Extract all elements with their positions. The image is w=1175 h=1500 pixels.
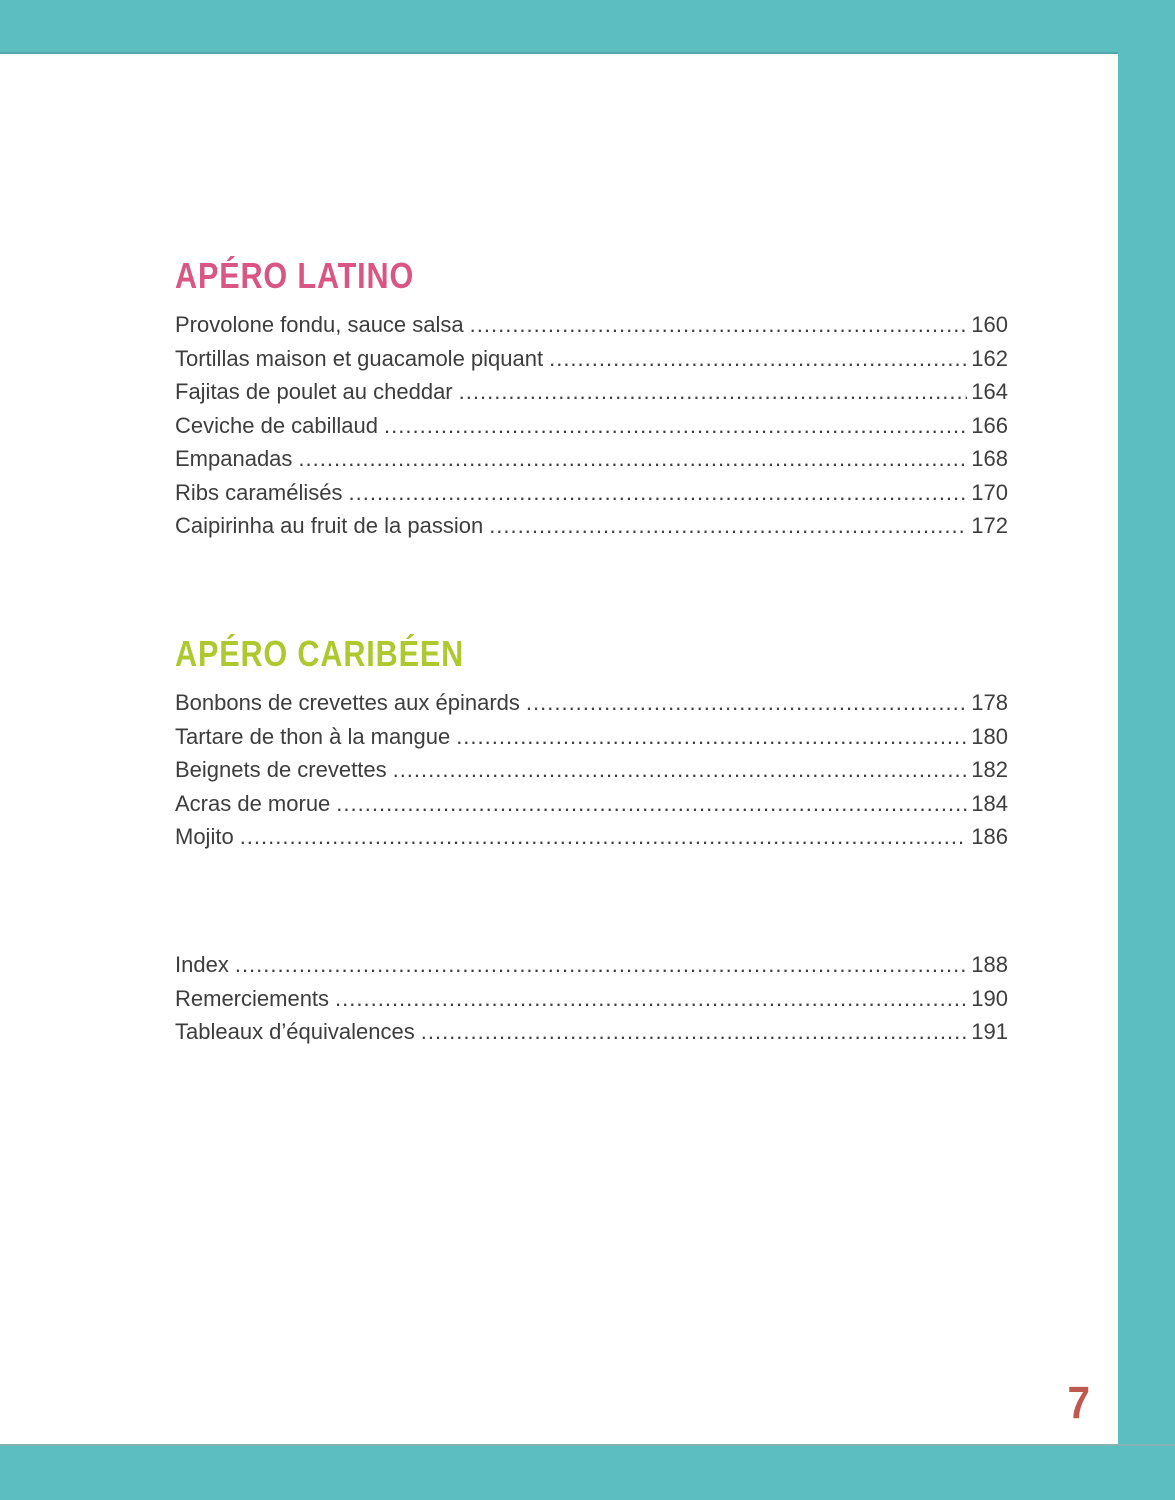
toc-entry (175, 787, 1008, 821)
toc-entry (175, 375, 1008, 409)
toc-entry-page: 186 (971, 824, 1008, 849)
page-border-right (1118, 0, 1175, 1500)
toc-entry (175, 686, 1008, 720)
toc-entry-label: Tortillas maison et guacamole piquant (175, 345, 544, 371)
toc-entry-page: 166 (971, 412, 1008, 438)
toc-entry-page: 162 (971, 345, 1008, 371)
toc-entry-page: 160 (971, 312, 1008, 337)
toc-entry-label: Caipirinha au fruit de la passion (175, 513, 484, 538)
toc-entry (175, 342, 1008, 376)
toc-leader-dots (421, 1015, 967, 1049)
toc-leader-dots (393, 753, 967, 787)
toc-entry-page: 170 (971, 479, 1008, 505)
toc-entry-page: 182 (971, 757, 1008, 782)
toc-leader-dots (549, 342, 967, 376)
toc-entry-label: Tartare de thon à la mangue (175, 723, 451, 749)
toc-leader-dots (470, 308, 967, 342)
folio-page-number: 7 (1067, 1377, 1090, 1428)
toc-entry-page: 190 (971, 985, 1008, 1011)
toc-section-back-matter (175, 948, 1008, 1049)
toc-section-apero-latino (175, 256, 1008, 543)
section-title: APÉRO LATINO (175, 255, 415, 296)
toc-leader-dots (459, 375, 967, 409)
toc-leader-dots (384, 409, 967, 443)
section-title: APÉRO CARIBÉEN (175, 633, 465, 674)
toc-entry-page: 178 (971, 690, 1008, 715)
toc-entry-label: Acras de morue (175, 790, 331, 816)
toc-entry (175, 948, 1008, 982)
toc-leader-dots (235, 948, 967, 982)
toc-entry-label: Empanadas (175, 446, 293, 471)
toc-entry-label: Ceviche de cabillaud (175, 412, 379, 438)
toc-leader-dots (335, 982, 967, 1016)
toc-entry-label: Ribs caramélisés (175, 479, 343, 505)
toc-leader-dots (526, 686, 967, 720)
toc-entry-page: 168 (971, 446, 1008, 471)
toc-leader-dots (456, 720, 967, 754)
toc-entry-label: Index (175, 952, 229, 977)
page-border-bottom (0, 1444, 1175, 1500)
toc-leader-dots (336, 787, 967, 821)
toc-entry-page: 164 (971, 379, 1008, 404)
toc-entry-page: 191 (971, 1019, 1008, 1044)
page-border-top (0, 0, 1175, 54)
toc-entry-label: Fajitas de poulet au cheddar (175, 379, 453, 404)
toc-entry (175, 409, 1008, 443)
toc-entry (175, 1015, 1008, 1049)
toc-entry (175, 442, 1008, 476)
toc-entry-label: Mojito (175, 824, 234, 849)
toc-leader-dots (489, 509, 967, 543)
toc-entry-label: Tableaux d’équivalences (175, 1019, 415, 1044)
toc-entry (175, 509, 1008, 543)
toc-entry-page: 188 (971, 952, 1008, 977)
toc-leader-dots (349, 476, 968, 510)
toc-entry (175, 720, 1008, 754)
toc-leader-dots (298, 442, 967, 476)
toc-entry-label: Bonbons de crevettes aux épinards (175, 690, 520, 715)
toc-entry (175, 476, 1008, 510)
toc-entry (175, 982, 1008, 1016)
toc-entry (175, 820, 1008, 854)
toc-section-apero-caribeen (175, 634, 1008, 854)
toc-entry-label: Provolone fondu, sauce salsa (175, 312, 464, 337)
toc-entry-label: Beignets de crevettes (175, 757, 387, 782)
toc-entry-page: 184 (971, 790, 1008, 816)
toc-entry-page: 172 (971, 513, 1008, 538)
toc-leader-dots (240, 820, 967, 854)
toc-entry-label: Remerciements (175, 985, 330, 1011)
toc-entry (175, 753, 1008, 787)
toc-entry (175, 308, 1008, 342)
toc-entry-page: 180 (971, 723, 1008, 749)
